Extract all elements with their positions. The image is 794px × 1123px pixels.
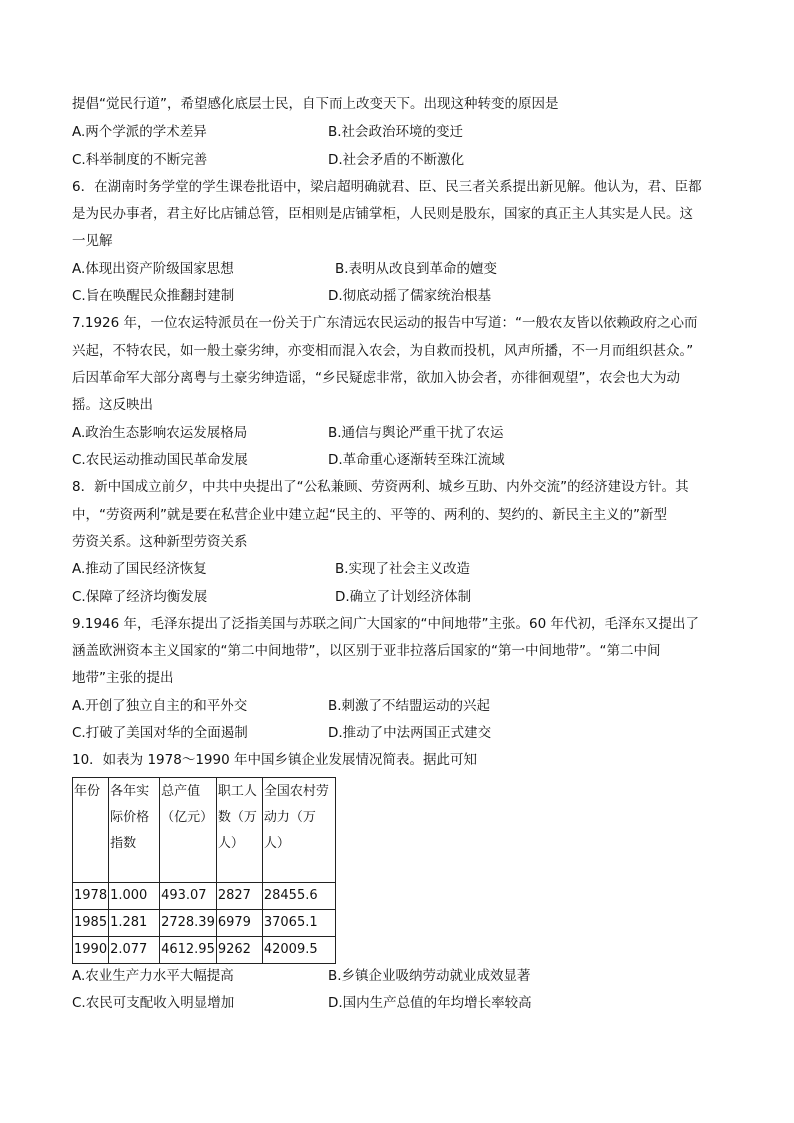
- header-cell-price-index: 各年实际价格指数: [109, 778, 160, 883]
- table-cell: 1.000: [109, 883, 160, 910]
- q7-stem-line: 兴起，不特农民，如一般土豪劣绅，亦变相而混入农会，为自救而投机，风声所播，不一月而组织甚众。”: [72, 343, 694, 359]
- header-cell-output: 总产值（亿元）: [160, 778, 217, 883]
- q6-stem-line: 是为民办事者，君主好比店铺总管，臣相则是店铺掌柜，人民则是股东，国家的真正主人其实是人民。这: [72, 206, 693, 222]
- q10-option-c[interactable]: C.农民可支配收入明显增加: [72, 995, 235, 1011]
- q8-option-b[interactable]: B.实现了社会主义改造: [335, 561, 471, 577]
- table-cell: 42009.5: [262, 937, 335, 964]
- q10-option-d[interactable]: D.国内生产总值的年均增长率较高: [328, 995, 532, 1011]
- q7-option-b[interactable]: B.通信与舆论严重干扰了农运: [328, 425, 504, 441]
- q8-option-c[interactable]: C.保障了经济均衡发展: [72, 589, 208, 605]
- header-cell-employees: 职工人数（万人）: [216, 778, 262, 883]
- q7-stem-line: 后因革命军大部分离粤与土豪劣绅造谣，“乡民疑虑非常，欲加入协会者，亦徘徊观望”，农会也大为动: [72, 370, 680, 386]
- q5-option-a[interactable]: A.两个学派的学术差异: [72, 124, 207, 140]
- q8-stem-line: 劳资关系。这种新型劳资关系: [72, 534, 248, 550]
- table-cell: 6979: [216, 910, 262, 937]
- table-row: [73, 910, 336, 937]
- q6-option-c[interactable]: C.旨在唤醒民众推翻封建制: [72, 288, 235, 304]
- q7-option-d[interactable]: D.革命重心逐渐转至珠江流域: [328, 452, 505, 468]
- table-cell: 28455.6: [262, 883, 335, 910]
- q8-option-d[interactable]: D.确立了计划经济体制: [335, 589, 472, 605]
- q9-stem-line: 9.1946 年，毛泽东提出了泛指美国与苏联之间广大国家的“中间地带”主张。60 年代初，毛泽东又提出了: [72, 616, 699, 632]
- table-row: [73, 937, 336, 964]
- table-cell: 2.077: [109, 937, 160, 964]
- table-cell: 1.281: [109, 910, 160, 937]
- table-cell: 1990: [73, 937, 109, 964]
- q6-option-d[interactable]: D.彻底动摇了儒家统治根基: [328, 288, 492, 304]
- q9-option-b[interactable]: B.刺激了不结盟运动的兴起: [328, 698, 491, 714]
- township-enterprise-table: [72, 777, 336, 964]
- table-cell: 2728.39: [160, 910, 217, 937]
- table-header-row: [73, 778, 336, 883]
- q5-option-b[interactable]: B.社会政治环境的变迁: [328, 124, 464, 140]
- table-cell: 1978: [73, 883, 109, 910]
- q5-stem: 提倡“觉民行道”，希望感化底层士民，自下而上改变天下。出现这种转变的原因是: [72, 96, 559, 112]
- table-cell: 493.07: [160, 883, 217, 910]
- q10-option-b[interactable]: B.乡镇企业吸纳劳动就业成效显著: [328, 968, 531, 984]
- q7-option-a[interactable]: A.政治生态影响农运发展格局: [72, 425, 248, 441]
- table-cell: 1985: [73, 910, 109, 937]
- header-cell-year: 年份: [73, 778, 109, 883]
- table-row: [73, 883, 336, 910]
- q8-option-a[interactable]: A.推动了国民经济恢复: [72, 561, 207, 577]
- q9-option-a[interactable]: A.开创了独立自主的和平外交: [72, 698, 248, 714]
- q9-option-c[interactable]: C.打破了美国对华的全面遏制: [72, 725, 248, 741]
- q10-stem: 10．如表为 1978～1990 年中国乡镇企业发展情况简表。据此可知: [72, 752, 477, 768]
- q6-stem-line: 6．在湖南时务学堂的学生课卷批语中，梁启超明确就君、臣、民三者关系提出新见解。他认为，君、臣都: [72, 179, 702, 195]
- table-cell: 37065.1: [262, 910, 335, 937]
- q7-stem-line: 7.1926 年，一位农运特派员在一份关于广东清远农民运动的报告中写道：“一般农友皆以依赖政府之心而: [72, 315, 698, 331]
- q6-option-a[interactable]: A.体现出资产阶级国家思想: [72, 261, 234, 277]
- table-cell: 4612.95: [160, 937, 217, 964]
- q9-stem-line: 地带”主张的提出: [72, 670, 174, 686]
- q9-option-d[interactable]: D.推动了中法两国正式建交: [328, 725, 492, 741]
- q9-stem-line: 涵盖欧洲资本主义国家的“第二中间地带”，以区别于亚非拉落后国家的“第一中间地带”。“第二中间: [72, 643, 661, 659]
- q7-stem-line: 摇。这反映出: [72, 397, 153, 413]
- header-cell-rural-labor: 全国农村劳动力（万人）: [262, 778, 335, 883]
- q7-option-c[interactable]: C.农民运动推动国民革命发展: [72, 452, 248, 468]
- table-cell: 9262: [216, 937, 262, 964]
- q6-option-b[interactable]: B.表明从改良到革命的嬗变: [335, 261, 498, 277]
- table-cell: 2827: [216, 883, 262, 910]
- q8-stem-line: 中，“劳资两利”就是要在私营企业中建立起“民主的、平等的、两利的、契约的、新民主主义的”新型: [72, 507, 667, 523]
- q5-option-d[interactable]: D.社会矛盾的不断激化: [328, 152, 465, 168]
- q6-stem-line: 一见解: [72, 233, 113, 249]
- q10-option-a[interactable]: A.农业生产力水平大幅提高: [72, 968, 234, 984]
- q8-stem-line: 8．新中国成立前夕，中共中央提出了“公私兼顾、劳资两利、城乡互助、内外交流”的经济建设方针。其: [72, 479, 689, 495]
- q5-option-c[interactable]: C.科举制度的不断完善: [72, 152, 208, 168]
